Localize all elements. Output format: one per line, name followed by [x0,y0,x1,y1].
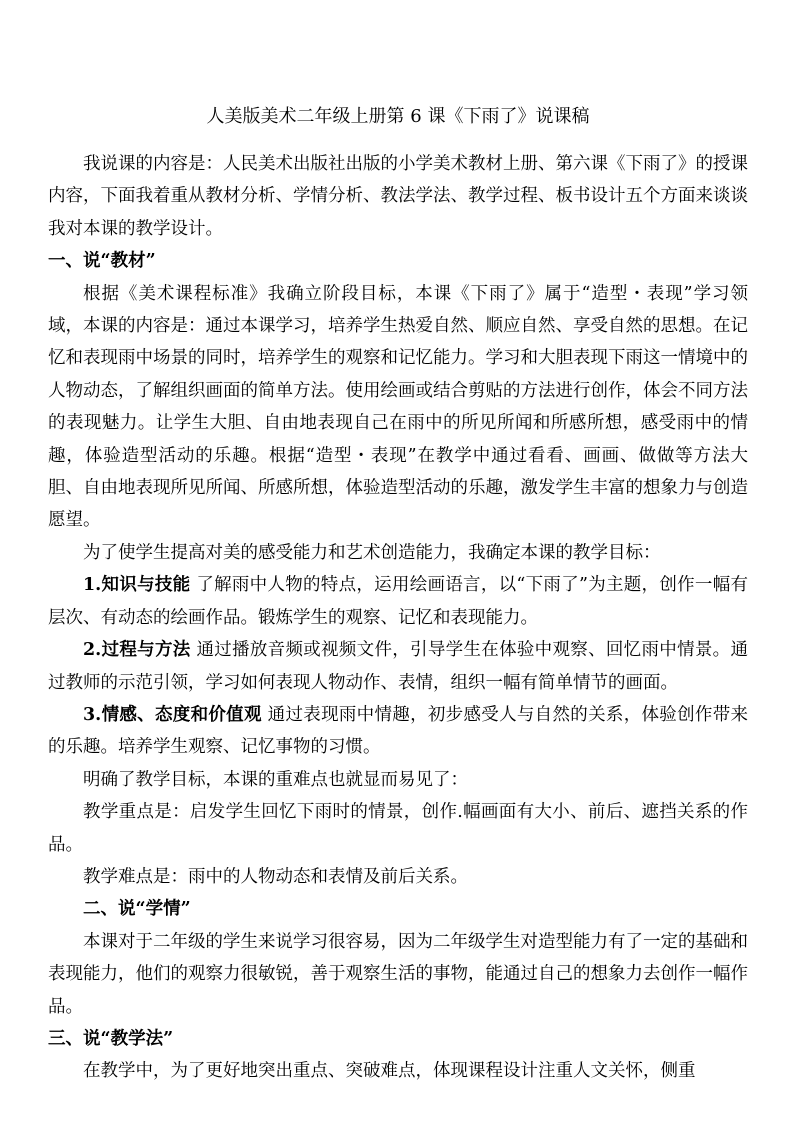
goal-emotion-label: 3.情感、态度和价值观 [83,704,262,725]
teaching-difficulty: 教学难点是：雨中的人物动态和表情及前后关系。 [83,866,468,887]
goal-emotion [48,699,748,764]
goal-process-text: 通过播放音频或视频文件，引导学生在体验中观察、回忆雨中情景。通过教师的示范引领，学习如何表现人物动作、表情，组织一幅有简单情节的画面。 [48,640,748,693]
section-heading-students: 二、说“学情” [83,899,191,920]
intro-paragraph: 我说课的内容是：人民美术出版社出版的小学美术教材上册、第六课《下雨了》的授课内容，下面我着重从教材分析、学情分析、教法学法、教学过程、板书设计五个方面来谈谈我对本课的教学设计。 [48,154,748,239]
section-heading-materials: 一、说“教材” [48,251,156,272]
document-page [48,92,748,1088]
goal-process [48,634,748,699]
goal-knowledge-label: 1.知识与技能 [83,575,191,596]
methods-paragraph: 在教学中，为了更好地突出重点、突破难点，体现课程设计注重人文关怀，侧重 [83,1061,696,1082]
section-heading-methods: 三、说“教学法” [48,1028,174,1049]
goal-knowledge [48,569,748,634]
materials-paragraph: 根据《美术课程标准》我确立阶段目标，本课《下雨了》属于“造型・表现”学习领域，本课的内容是：通过本课学习，培养学生热爱自然、顺应自然、享受自然的思想。在记忆和表现雨中场景的同时，培养学生的观察和记忆能力。学习和大胆表现下雨这一情境中的人物动态，了解组织画面的简单方法。使用绘画或结合剪贴的方法进行创作，体会不同方法的表现魅力。让学生大胆、自由地表现自己在雨中的所见所闻和所感所想，感受雨中的情趣，体验造型活动的乐趣。根据“造型・表现”在教学中通过看看、画画、做做等方法大胆、自由地表现所见所闻、所感所想，体验造型活动的乐趣，激发学生丰富的想象力与创造愿望。 [48,283,748,531]
goal-process-label: 2.过程与方法 [83,640,191,661]
key-points-intro: 明确了教学目标，本课的重难点也就显而易见了： [83,769,468,790]
students-paragraph: 本课对于二年级的学生来说学习很容易，因为二年级学生对造型能力有了一定的基础和表现能力，他们的观察力很敏锐，善于观察生活的事物，能通过自己的想象力去创作一幅作品。 [48,931,748,1017]
teaching-key-point: 教学重点是：启发学生回忆下雨时的情景，创作.幅画面有大小、前后、遮挡关系的作品。 [48,802,748,855]
goal-emotion-text: 通过表现雨中情趣，初步感受人与自然的关系，体验创作带来的乐趣。培养学生观察、记忆事物的习惯。 [48,704,748,758]
objectives-intro: 为了使学生提高对美的感受能力和艺术创造能力，我确定本课的教学目标： [83,542,661,563]
page-title: 人美版美术二年级上册第 6 课《下雨了》说课稿 [206,106,590,127]
goal-knowledge-text: 了解雨中人物的特点，运用绘画语言，以“下雨了”为主题，创作一幅有层次、有动态的绘画作品。锻炼学生的观察、记忆和表现能力。 [48,575,748,628]
